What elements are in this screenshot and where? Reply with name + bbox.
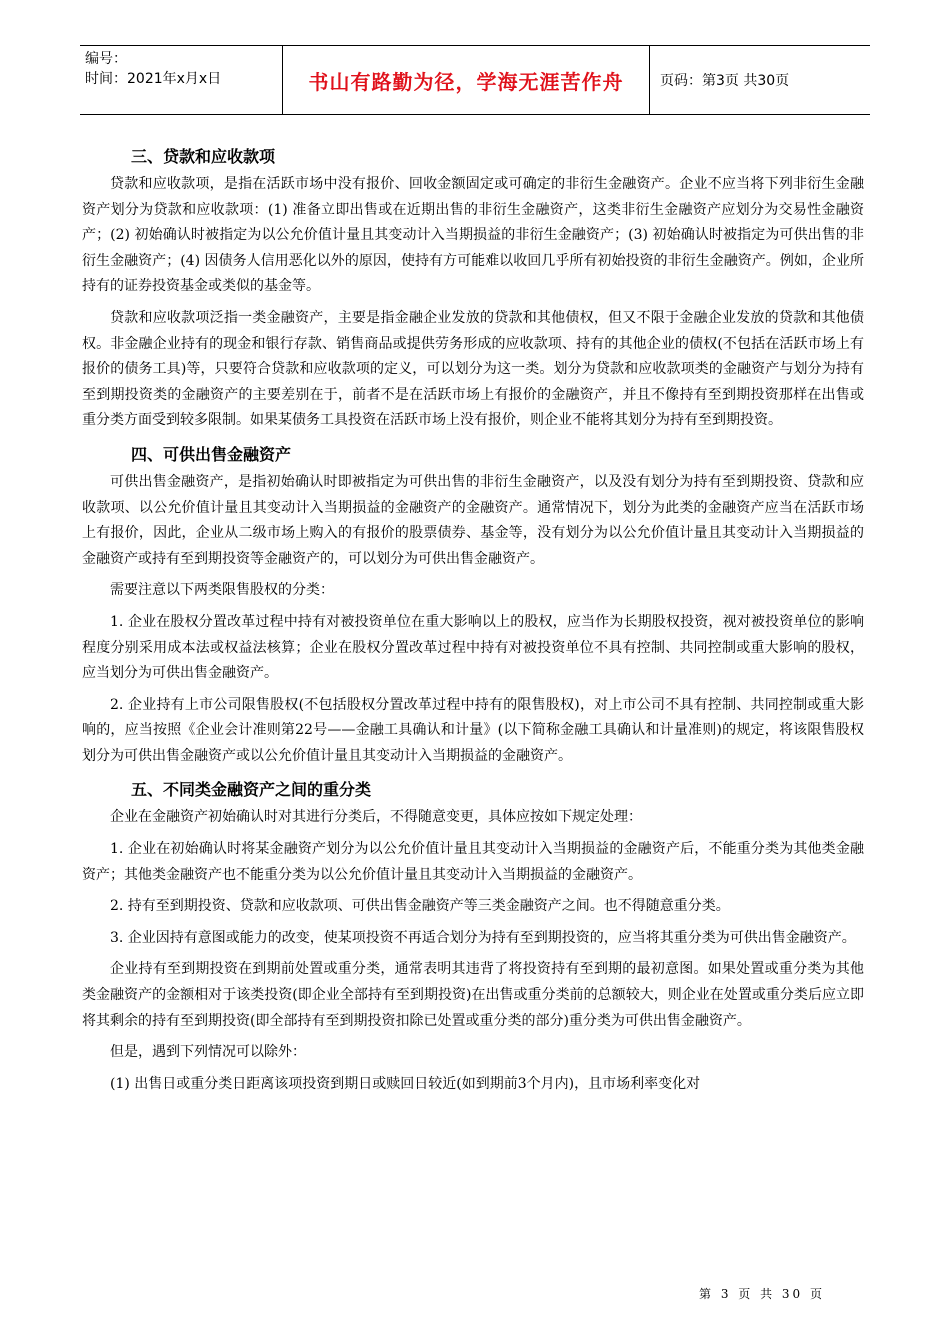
section-heading: 五、不同类金融资产之间的重分类 (131, 780, 372, 800)
paragraph: 2. 企业持有上市公司限售股权(不包括股权分置改革过程中持有的限售股权)，对上市公司不具有控制、共同控制或重大影响的，应当按照《企业会计准则第22号——金融工具确认和计量》(以下简称金融工具确认和计量准则)的规定，将该限售股权划分为可供出售金融资产或以公允价值计量且其变动计入当期损益的金融资产。 (82, 696, 864, 764)
document-number-label: 编号： (85, 51, 127, 67)
paragraph: 1. 企业在初始确认时将某金融资产划分为以公允价值计量且其变动计入当期损益的金融资产后，不能重分类为其他类金融资产；其他类金融资产也不能重分类为以公允价值计量且其变动计入当期损益的金融资产。 (82, 841, 864, 883)
paragraph: 企业持有至到期投资在到期前处置或重分类，通常表明其违背了将投资持有至到期的最初意图。如果处置或重分类为其他类金融资产的金额相对于该类投资(即企业全部持有至到期投资)在出售或重分类前的总额较大，则企业在处置或重分类后应立即将其剩余的持有至到期投资(即全部持有至到期投资扣除已处置或重分类的部分)重分类为可供出售金融资产。 (82, 961, 864, 1029)
paragraph: 贷款和应收款项泛指一类金融资产，主要是指金融企业发放的贷款和其他债权，但又不限于金融企业发放的贷款和其他债权。非金融企业持有的现金和银行存款、销售商品或提供劳务形成的应收款项、持有的其他企业的债权(不包括在活跃市场上有报价的债务工具)等，只要符合贷款和应收款项的定义，可以划分为这一类。划分为贷款和应收款项类的金融资产与划分为持有至到期投资类的金融资产的主要差别在于，前者不是在活跃市场上有报价的金融资产，并且不像持有至到期投资那样在出售或重分类方面受到较多限制。如果某债务工具投资在活跃市场上没有报价，则企业不能将其划分为持有至到期投资。 (82, 309, 864, 429)
paragraph: 需要注意以下两类限售股权的分类： (110, 582, 334, 599)
section-heading: 四、可供出售金融资产 (131, 444, 292, 464)
paragraph: 2. 持有至到期投资、贷款和应收款项、可供出售金融资产等三类金融资产之间。也不得随意重分类。 (110, 898, 730, 915)
paragraph: 贷款和应收款项，是指在活跃市场中没有报价、回收金额固定或可确定的非衍生金融资产。企业不应当将下列非衍生金融资产划分为贷款和应收款项：(1) 准备立即出售或在近期出售的非衍生金融资产，这类非衍生金融资产应划分为交易性金融资产；(2) 初始确认时被指定为以公允价值计量且其变动计入当期损益的非衍生金融资产；(3) 初始确认时被指定为可供出售的非衍生金融资产；(4) 因债务人信用恶化以外的原因，使持有方可能难以收回几乎所有初始投资的非衍生金融资产。例如，企业所持有的证券投资基金或类似的基金等。 (82, 176, 864, 295)
section-heading: 三、贷款和应收款项 (131, 147, 276, 166)
document-time-label: 时间：2021年x月x日 (85, 71, 222, 87)
page-header (80, 45, 870, 115)
paragraph: (1) 出售日或重分类日距离该项投资到期日或赎回日较近(如到期前3个月内)，且市场利率变化对 (110, 1075, 701, 1092)
paragraph: 可供出售金融资产，是指初始确认时即被指定为可供出售的非衍生金融资产，以及没有划分为持有至到期投资、贷款和应收款项、以公允价值计量且其变动计入当期损益的金融资产的金融资产。通常情况下，划分为此类的金融资产应当在活跃市场上有报价，因此，企业从二级市场上购入的有报价的股票债券、基金等，没有划分为以公允价值计量且其变动计入当期损益的金融资产或持有至到期投资等金融资产的，可以划分为可供出售金融资产。 (82, 473, 864, 567)
header-meta (80, 46, 283, 114)
section-reclassification (82, 775, 864, 1097)
page-footer: 第 3 页 共 30 页 (699, 1287, 825, 1301)
section-loans-receivables (82, 142, 864, 434)
paragraph: 1. 企业在股权分置改革过程中持有对被投资单位在重大影响以上的股权，应当作为长期股权投资，视对被投资单位的影响程度分别采用成本法或权益法核算；企业在股权分置改革过程中持有对被投资单位不具有控制、共同控制或重大影响的股权，应当划分为可供出售金融资产。 (82, 613, 864, 682)
section-available-for-sale (82, 440, 864, 770)
paragraph: 但是，遇到下列情况可以除外： (110, 1044, 306, 1061)
paragraph: 3. 企业因持有意图或能力的改变，使某项投资不再适合划分为持有至到期投资的，应当将其重分类为可供出售金融资产。 (110, 929, 856, 946)
document-body (82, 142, 864, 1103)
paragraph: 企业在金融资产初始确认时对其进行分类后，不得随意变更，具体应按如下规定处理： (110, 809, 642, 826)
header-page-number: 页码：第3页 共30页 (660, 73, 790, 89)
header-motto: 书山有路勤为径，学海无涯苦作舟 (283, 46, 650, 114)
